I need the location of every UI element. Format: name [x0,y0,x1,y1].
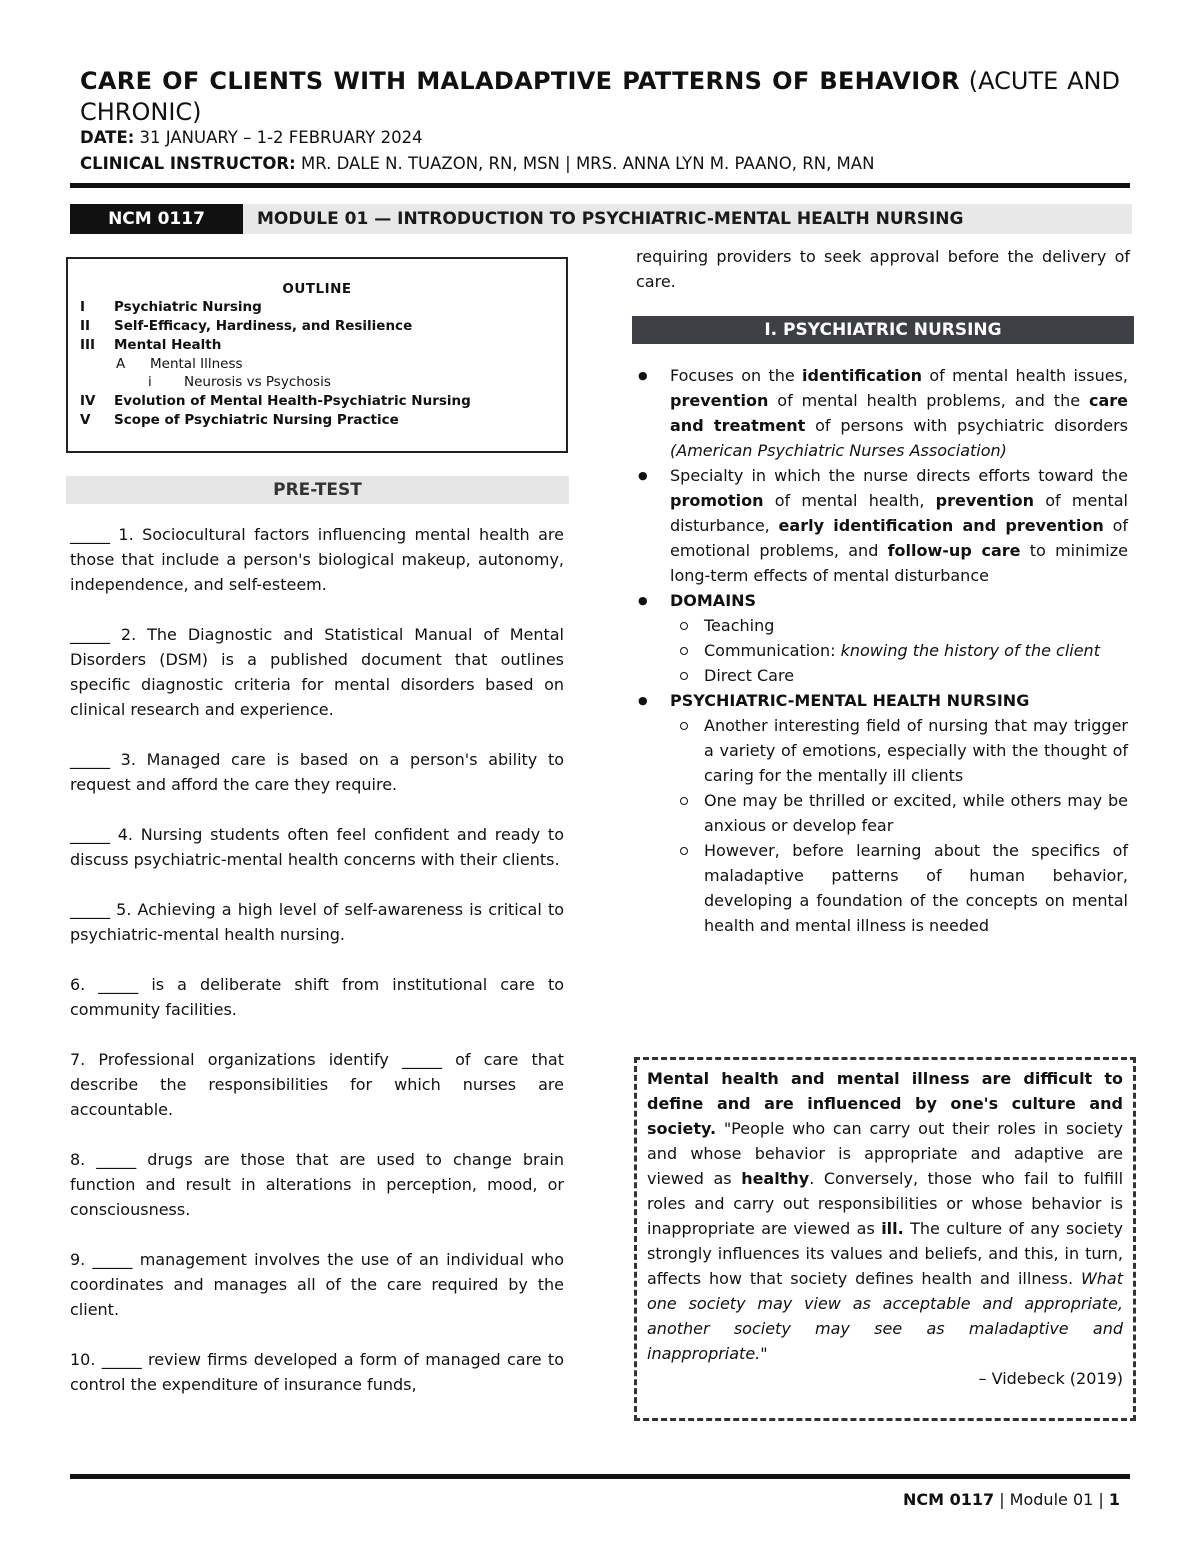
pretest-question: _____ 4. Nursing students often feel confident and ready to discuss psychiatric-mental health concerns with their clients. [70,825,564,869]
outline-item: II Self-Efficacy, Hardiness, and Resilience [80,318,413,334]
title-bold: CARE OF CLIENTS WITH MALADAPTIVE PATTERNS OF BEHAVIOR [80,67,960,95]
footer-module: | Module 01 | [994,1490,1109,1509]
instructor-line [80,154,874,173]
outline-item: IV Evolution of Mental Health-Psychiatric Nursing [80,393,471,409]
outline-title: OUTLINE [282,281,352,297]
sub-bullet-item: Communication: knowing the history of the client [670,638,1128,663]
instructor-label: CLINICAL INSTRUCTOR: [80,154,296,173]
psychiatric-nursing-content [634,363,1128,938]
pretest-question: _____ 5. Achieving a high level of self-awareness is critical to psychiatric-mental health nursing. [70,900,564,944]
pretest-question: _____ 3. Managed care is based on a person's ability to request and afford the care they require. [70,750,564,794]
footer-rule [70,1474,1130,1479]
outline-box [66,257,568,453]
instructor-value: MR. DALE N. TUAZON, RN, MSN | MRS. ANNA LYN M. PAANO, RN, MAN [295,154,875,173]
outline-subsubitem: i Neurosis vs Psychosis [148,374,331,390]
quote-text: Mental health and mental illness are difficult to define and are influenced by one's culture and society. "People who can carry out their roles in society and whose behavior is appropriate and adaptive are viewed as healthy. Conversely, those who fail to fulfill roles and carry out responsibilities or whose behavior is inappropriate are viewed as ill. The culture of any society strongly influences its values and beliefs, and this, in turn, affects how that society defines health and illness. What one society may view as acceptable and appropriate, another society may see as maladaptive and inappropriate." [647,1069,1124,1363]
header-rule [70,183,1130,188]
title-rest: (ACUTE AND CHRONIC) [80,67,1120,126]
quote-citation: – Videbeck (2019) [978,1369,1123,1388]
module-bar [70,204,1132,234]
bullet-item-pmhn: ● PSYCHIATRIC-MENTAL HEALTH NURSING Another interesting field of nursing that may trigger a variety of emotions, especially with the thought of caring for the mentally ill clients One may be thrilled or excited, while others may be anxious or develop fear However, before learning about the specifics of maladaptive patterns of human behavior, developing a foundation of the concepts on mental health and mental illness is needed [634,688,1128,938]
outline-item: V Scope of Psychiatric Nursing Practice [80,412,399,428]
module-title: MODULE 01 — INTRODUCTION TO PSYCHIATRIC-MENTAL HEALTH NURSING [257,209,964,229]
pretest-question: 8. _____ drugs are those that are used to change brain function and result in alterations in perception, mood, or consciousness. [70,1150,564,1219]
pretest-question: 10. _____ review firms developed a form of managed care to control the expenditure of insurance funds, [70,1350,564,1394]
continuation-text: requiring providers to seek approval before the delivery of care. [636,247,1130,291]
sub-bullet-item: Teaching [670,613,1128,638]
sub-bullet-item: However, before learning about the specifics of maladaptive patterns of human behavior, developing a foundation of the concepts on mental health and mental illness is needed [670,838,1128,938]
date-value: 31 JANUARY – 1-2 FEBRUARY 2024 [134,128,423,147]
bullet-item: ● Specialty in which the nurse directs efforts toward the promotion of mental health, prevention of mental disturbance, early identification and prevention of emotional problems, and follow-up care to minimize long-term effects of mental disturbance [634,463,1128,588]
section-heading-psychiatric-nursing: I. PSYCHIATRIC NURSING [632,316,1134,344]
pretest-question: 6. _____ is a deliberate shift from institutional care to community facilities. [70,975,564,1019]
bullet-item-domains: ● DOMAINS Teaching Communication: knowing the history of the client Direct Care [634,588,1128,688]
sub-bullet-item: Direct Care [670,663,1128,688]
footer-code: NCM 0117 [902,1490,995,1509]
sub-bullet-item: One may be thrilled or excited, while others may be anxious or develop fear [670,788,1128,838]
module-code: NCM 0117 [70,204,243,234]
sub-bullet-item: Another interesting field of nursing that may trigger a variety of emotions, especially with the thought of caring for the mentally ill clients [670,713,1128,788]
pretest-heading: PRE-TEST [66,476,569,504]
pretest-question: 7. Professional organizations identify _____ of care that describe the responsibilities for which nurses are accountable. [70,1050,564,1119]
page-number: 1 [1108,1490,1120,1509]
citation: (American Psychiatric Nurses Association) [670,441,1007,460]
quote-box [634,1057,1136,1421]
bullet-item: ● Focuses on the identification of mental health issues, prevention of mental health problems, and the care and treatment of persons with psychiatric disorders (American Psychiatric Nurses Association) [634,363,1128,463]
date-line [80,128,423,147]
outline-subitem: A Mental Illness [116,356,243,372]
pretest-question: 9. _____ management involves the use of an individual who coordinates and manages all of the care required by the client. [70,1250,564,1319]
outline-item: III Mental Health [80,337,222,353]
outline-item: I Psychiatric Nursing [80,299,262,315]
pretest-question: _____ 2. The Diagnostic and Statistical Manual of Mental Disorders (DSM) is a published document that outlines specific diagnostic criteria for mental disorders based on clinical research and experience. [70,625,564,719]
pretest-questions [70,522,564,1422]
document-title [80,66,1120,128]
page-footer [903,1490,1120,1509]
pretest-question: _____ 1. Sociocultural factors influencing mental health are those that include a person's biological makeup, autonomy, independence, and self-esteem. [70,525,564,594]
date-label: DATE: [80,128,135,147]
